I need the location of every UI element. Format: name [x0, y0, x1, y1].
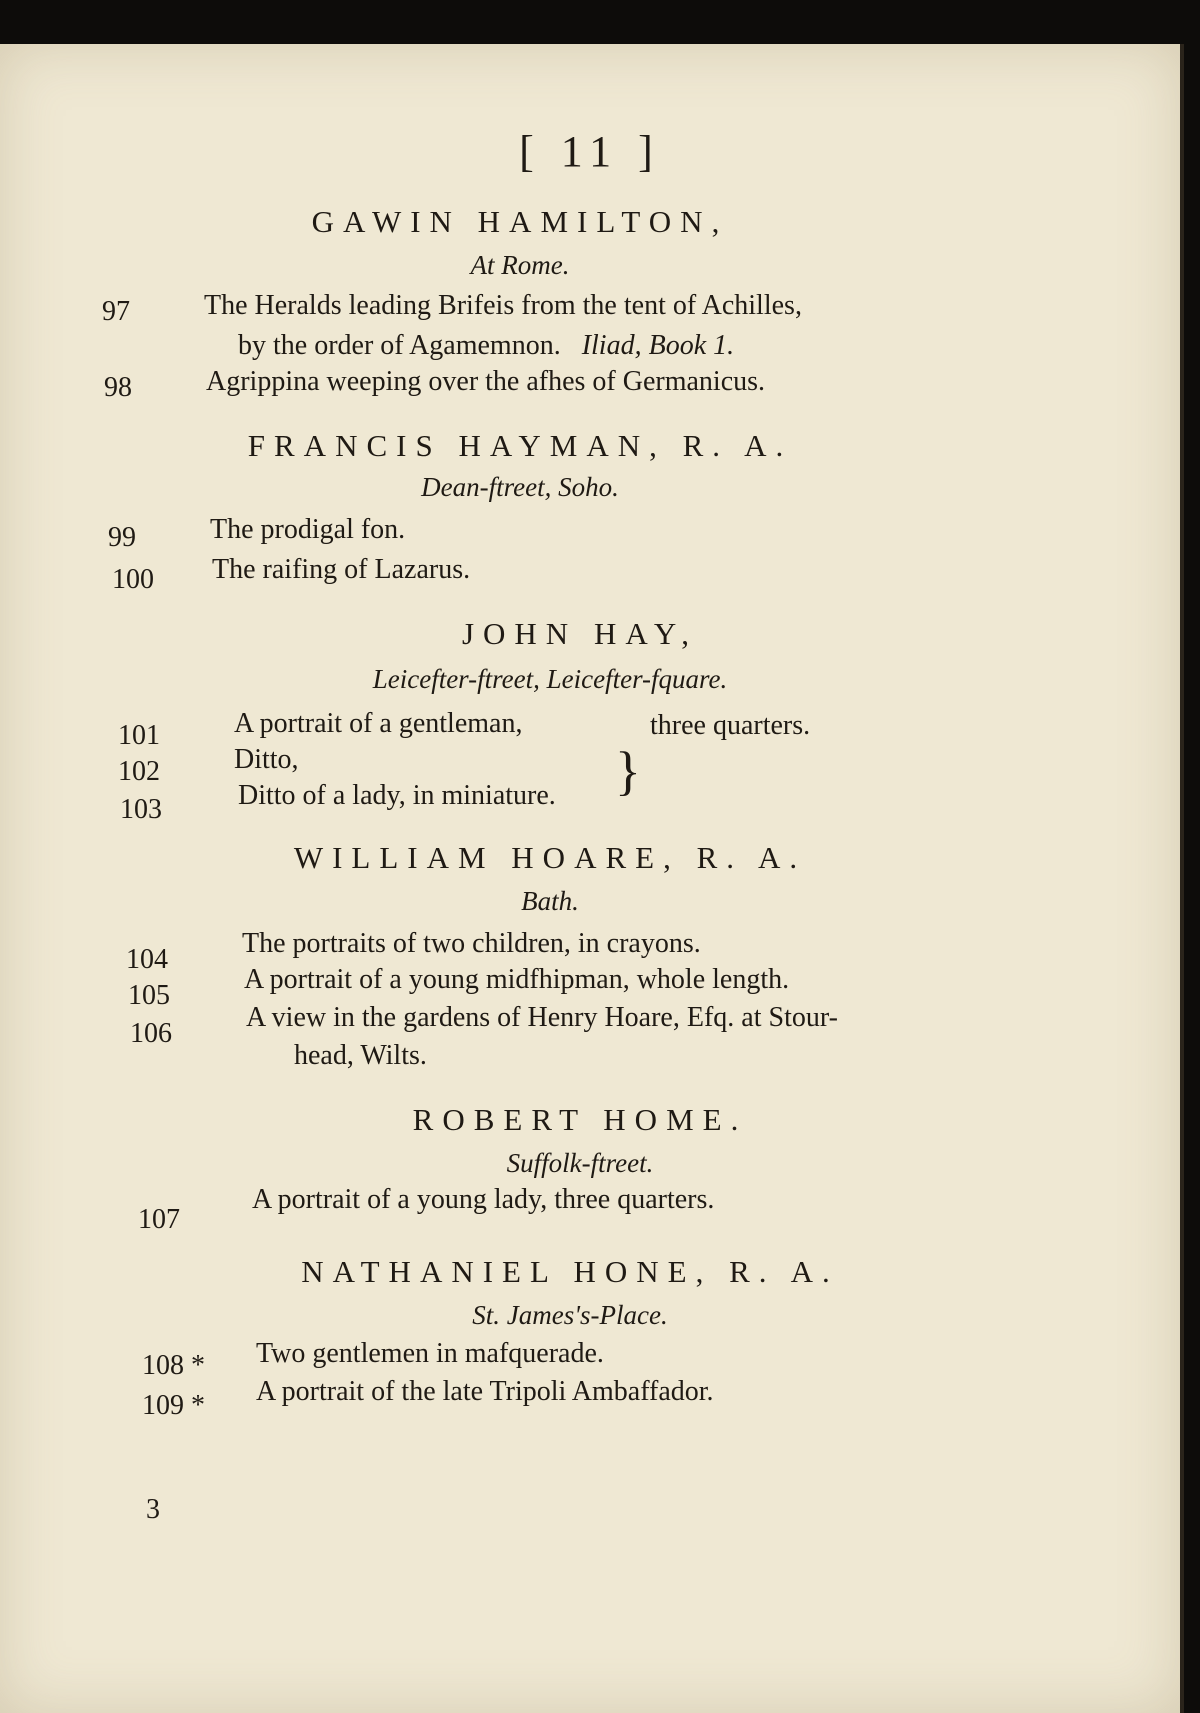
page-number: [ 11 ] — [519, 127, 661, 176]
artist-address: At Rome. — [470, 250, 570, 280]
artist-name: JOHN HAY, — [461, 616, 699, 651]
artist-name: FRANCIS HAYMAN, R. A. — [247, 428, 793, 463]
entry-number: 99 — [108, 522, 136, 553]
entry-continuation: head, Wilts. — [294, 1040, 427, 1071]
entry-text: The portraits of two children, in crayons. — [242, 928, 701, 959]
entry-text: The Heralds leading Brifeis from the tent of Achilles, — [204, 290, 802, 321]
artist-name: NATHANIEL HONE, R. A. — [301, 1254, 839, 1289]
signature-mark: 3 — [146, 1494, 160, 1525]
entry-number: 108 * — [142, 1350, 205, 1381]
entry-number: 103 — [120, 794, 162, 825]
entry-continuation-text: by the order of Agamemnon. — [238, 330, 561, 361]
bracket-brace: } — [615, 741, 641, 801]
entry-number: 101 — [118, 720, 160, 751]
entry-reference: Iliad, Book 1. — [581, 330, 735, 361]
entry-text: A view in the gardens of Henry Hoare, Efq. at Stour- — [246, 1002, 838, 1033]
artist-name: ROBERT HOME. — [412, 1102, 748, 1137]
entry-text: The raifing of Lazarus. — [212, 554, 471, 585]
entry-text: The prodigal fon. — [210, 514, 406, 545]
book-page — [0, 44, 1184, 1713]
entry-number: 102 — [118, 756, 160, 787]
artist-name: GAWIN HAMILTON, — [311, 204, 729, 239]
entry-number: 97 — [102, 296, 130, 327]
entry-number: 98 — [104, 372, 132, 403]
entry-text: A portrait of a young lady, three quarters. — [252, 1184, 715, 1215]
artist-address: Leicefter-ftreet, Leicefter-fquare. — [372, 664, 728, 694]
entry-text: Agrippina weeping over the afhes of Germanicus. — [206, 366, 766, 397]
bracket-note: three quarters. — [650, 710, 811, 741]
entry-number: 105 — [128, 980, 170, 1011]
artist-name: WILLIAM HOARE, R. A. — [293, 840, 807, 875]
entry-number: 104 — [126, 944, 168, 975]
artist-address: Bath. — [521, 886, 579, 916]
artist-address: St. James's-Place. — [472, 1300, 668, 1330]
entry-number: 106 — [130, 1018, 172, 1049]
entry-number: 109 * — [142, 1390, 205, 1421]
entry-text: Ditto, — [234, 744, 299, 775]
entry-continuation — [238, 330, 734, 362]
entry-text: A portrait of a gentleman, — [234, 708, 523, 739]
entry-number: 107 — [138, 1204, 180, 1235]
artist-address: Suffolk-ftreet. — [506, 1148, 654, 1178]
entry-text: Two gentlemen in mafquerade. — [256, 1338, 604, 1369]
entry-text: Ditto of a lady, in miniature. — [238, 780, 556, 811]
entry-number: 100 — [112, 564, 154, 595]
entry-text: A portrait of the late Tripoli Ambaffador. — [256, 1376, 714, 1407]
entry-text: A portrait of a young midfhipman, whole length. — [244, 964, 790, 995]
artist-address: Dean-ftreet, Soho. — [421, 472, 619, 502]
